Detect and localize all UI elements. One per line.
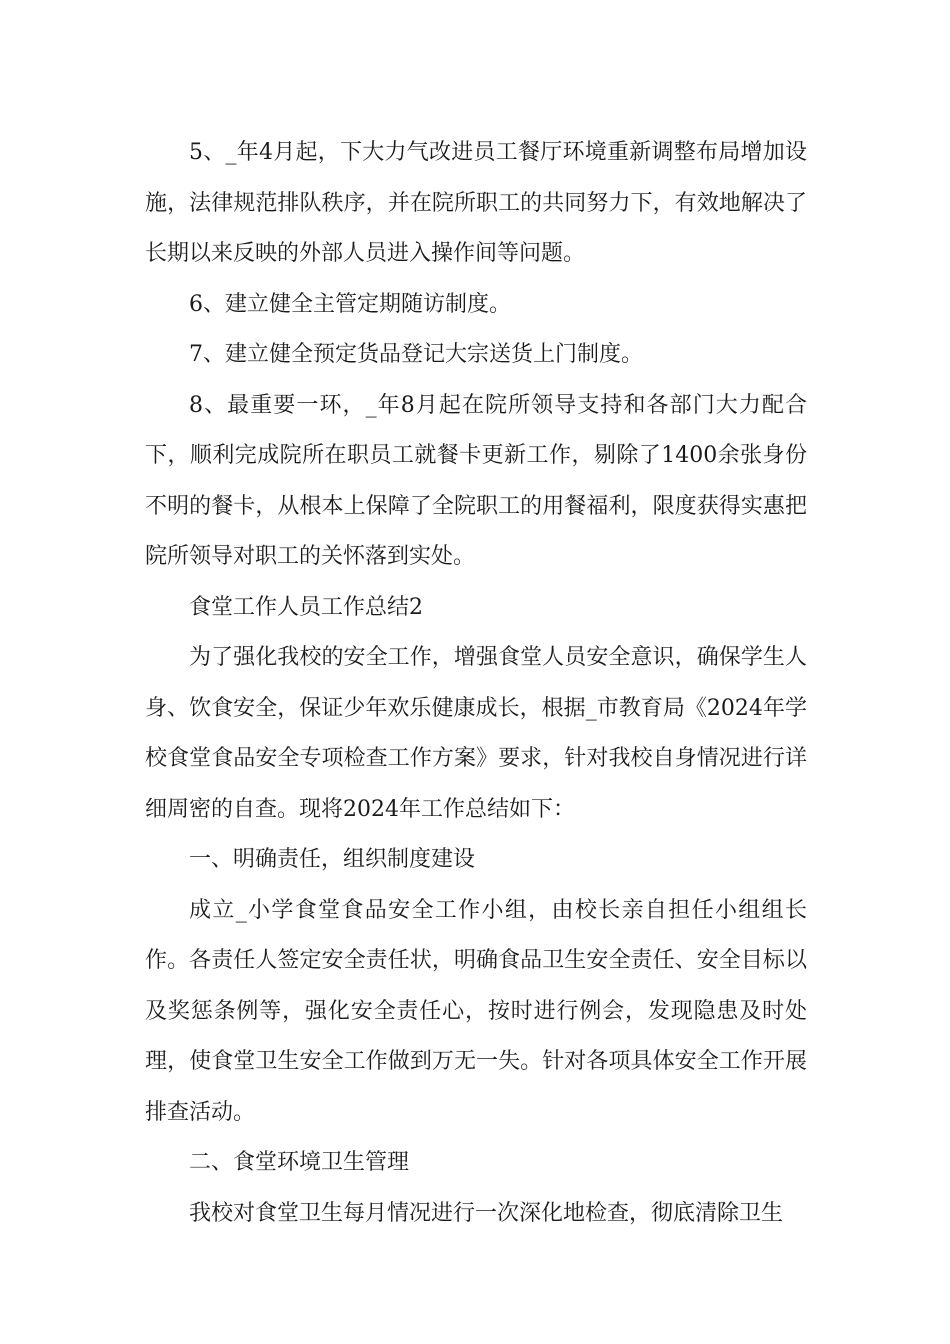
intro-paragraph: 为了强化我校的安全工作，增强食堂人员安全意识，确保学生人身、饮食安全，保证少年欢乐健康成长，根据_市教育局《2024年学校食堂食品安全专项检查工作方案》要求，针对我校自身情况进行详细周密的自查。现将2024年工作总结如下： <box>145 645 807 822</box>
section-title: 食堂工作人员工作总结2 <box>189 594 423 620</box>
document-page <box>145 128 807 1239</box>
paragraph-item-7: 7、建立健全预定货品登记大宗送货上门制度。 <box>189 342 643 367</box>
heading-responsibility: 一、明确责任，组织制度建设 <box>189 847 476 872</box>
paragraph-item-6: 6、建立健全主管定期随访制度。 <box>189 291 511 317</box>
paragraph-hygiene: 我校对食堂卫生每月情况进行一次深化地检查，彻底清除卫生 <box>189 1200 784 1226</box>
paragraph-responsibility: 成立_小学食堂食品安全工作小组，由校长亲自担任小组组长作。各责任人签定安全责任状，明确食品卫生安全责任、安全目标以及奖惩条例等，强化安全责任心，按时进行例会，发现隐患及时处理，使食堂卫生安全工作做到万无一失。针对各项具体安全工作开展排查活动。 <box>145 897 807 1125</box>
heading-hygiene: 二、食堂环境卫生管理 <box>189 1150 410 1175</box>
paragraph-item-5: 5、_年4月起，下大力气改进员工餐厅环境重新调整布局增加设施，法律规范排队秩序，并在院所职工的共同努力下，有效地解决了长期以来反映的外部人员进入操作间等问题。 <box>145 140 807 266</box>
paragraph-item-8: 8、最重要一环，_年8月起在院所领导支持和各部门大力配合下，顺利完成院所在职员工就餐卡更新工作，剔除了1400余张身份不明的餐卡，从根本上保障了全院职工的用餐福利，限度获得实惠把院所领导对职工的关怀落到实处。 <box>145 392 807 569</box>
